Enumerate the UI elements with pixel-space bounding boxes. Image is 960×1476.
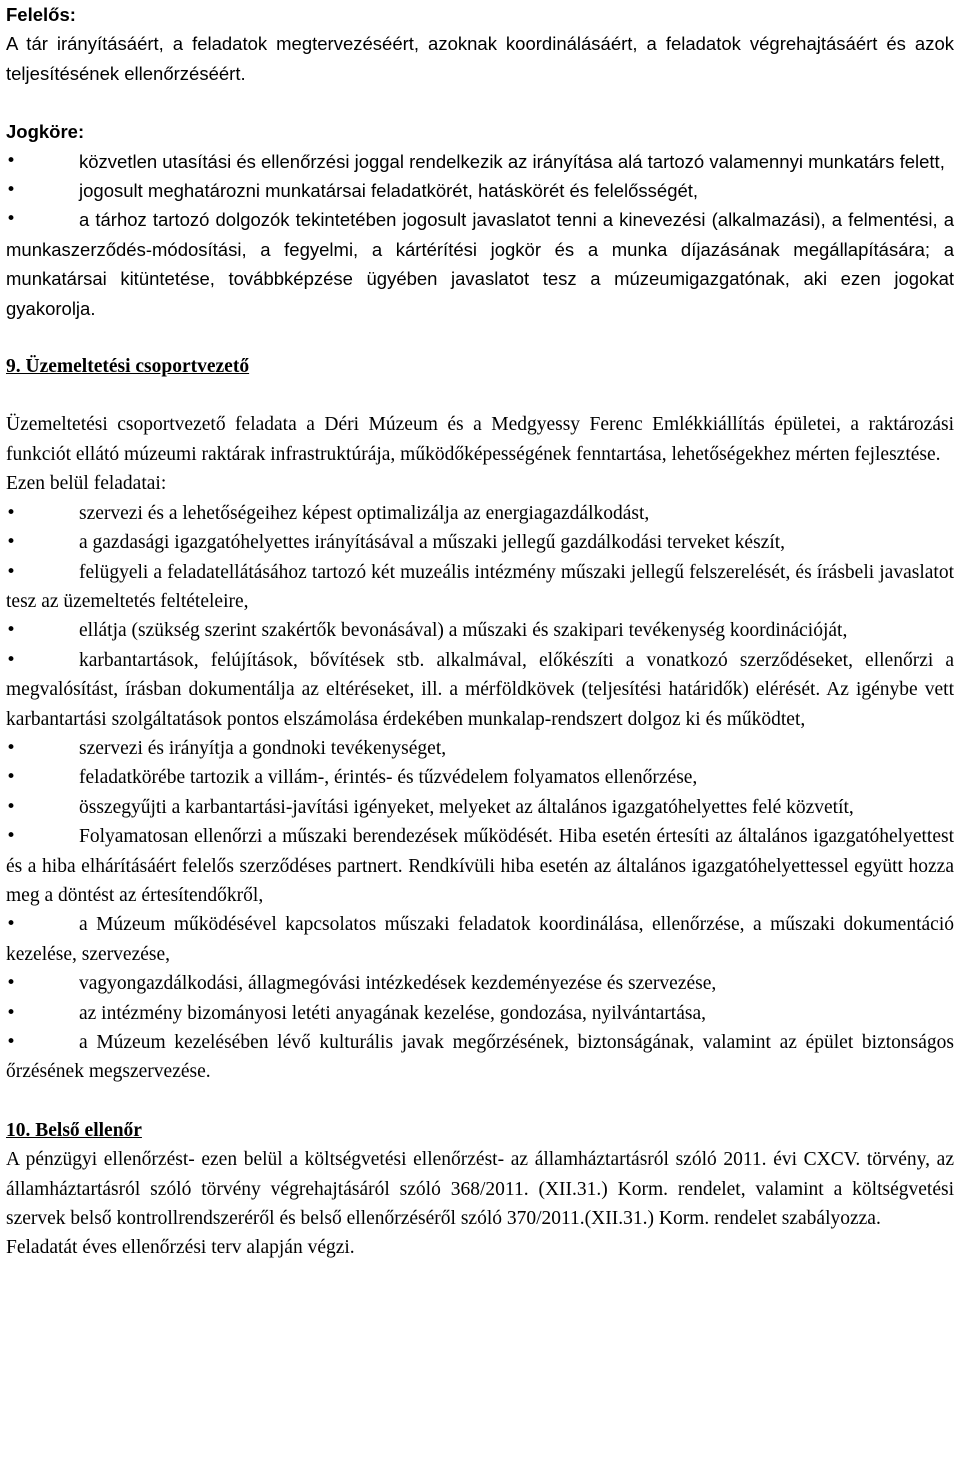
section-10-heading: 10. Belső ellenőr [6,1119,142,1141]
authority-item: • a tárhoz tartozó dolgozók tekintetében jogosult javaslatot tenni a kinevezési (alkalmazási), a felmentési, a munkaszerződés-módosítási, a fegyelmi, a kártérítési jogkör és a munka díjazásának megállapítására; a munkatársai kitüntetése, továbbképzése ügyében javaslatot tesz a múzeumigazgatónak, aki ezen jogokat gyakorolja. [6,205,954,323]
section-9-intro: Üzemeltetési csoportvezető feladata a Déri Múzeum és a Medgyessy Ferenc Emlékkiállítás épületei, a raktározási funkciót ellátó múzeumi raktárak infrastruktúrája, működőképességének fenntartása, lehetőségekhez mérten fejlesztése. [6,414,954,465]
task-item: • szervezi és irányítja a gondnoki tevékenységet, [6,734,954,763]
spacer [6,323,954,352]
task-item: • a Múzeum működésével kapcsolatos műszaki feladatok koordinálása, ellenőrzése, a műszaki dokumentáció kezelése, szervezése, [6,910,954,969]
section-9-heading: 9. Üzemeltetési csoportvezető [6,356,250,378]
spacer [6,1087,954,1116]
section-9-tasks-label: Ezen belül feladatai: [6,473,167,495]
task-item: • Folyamatosan ellenőrzi a műszaki berendezések működését. Hiba esetén értesíti az általános igazgatóhelyettest és a hiba elhárításáért felelős szerződéses partnert. Rendkívüli hiba esetén az általános igazgatóhelyettessel együtt hozza meg a döntést az értesítendőkről, [6,822,954,910]
task-item: • felügyeli a feladatellátásához tartozó két muzeális intézmény műszaki jellegű felszerelését, és írásbeli javaslatot tesz az üzemeltetés feltételeire, [6,558,954,617]
section-10-closing: Feladatát éves ellenőrzési terv alapján végzi. [6,1237,355,1259]
section-10-text: A pénzügyi ellenőrzést- ezen belül a költségvetési ellenőrzést- az államháztartásról szóló 2011. évi CXCV. törvény, az államháztartásról szóló törvény végrehajtásáról szóló 368/2011. (XII.31.) Korm. rendelet, valamint a költségvetési szervek belső kontrollrendszeréről és belső ellenőrzéséről szóló 370/2011.(XII.31.) Korm. rendelet szabályozza. [6,1149,954,1230]
task-item: • ellátja (szükség szerint szakértők bevonásával) a műszaki és szakipari tevékenység koordinációját, [6,616,954,645]
spacer [6,381,954,410]
spacer [6,88,954,117]
authority-heading: Jogköre: [6,121,85,143]
task-item: • karbantartások, felújítások, bővítések stb. alkalmával, előkészíti a vonatkozó szerződéseket, ellenőrzi a megvalósítást, írásban dokumentálja az eltéréseket, ill. a mérföldkövek (teljesítési határidők) elérését. Az igénybe vett karbantartási szolgáltatások pontos elszámolása érdekében munkalap-rendszert dolgoz ki és működtet, [6,646,954,734]
authority-item: • közvetlen utasítási és ellenőrzési joggal rendelkezik az irányítása alá tartozó valamennyi munkatárs felett, [6,147,954,176]
authority-item: • jogosult meghatározni munkatársai feladatkörét, hatáskörét és felelősségét, [6,176,954,205]
task-item: • szervezi és a lehetőségeihez képest optimalizálja az energiagazdálkodást, [6,499,954,528]
task-item: • feladatkörébe tartozik a villám-, érintés- és tűzvédelem folyamatos ellenőrzése, [6,763,954,792]
task-item: • a gazdasági igazgatóhelyettes irányításával a műszaki jellegű gazdálkodási terveket készít, [6,528,954,557]
authority-section [6,117,954,323]
task-item: • az intézmény bizományosi letéti anyagának kezelése, gondozása, nyilvántartása, [6,999,954,1028]
responsible-heading: Felelős: [6,4,76,25]
task-item: • összegyűjti a karbantartási-javítási igényeket, melyeket az általános igazgatóhelyettes felé közvetít, [6,793,954,822]
task-item: • vagyongazdálkodási, állagmegóvási intézkedések kezdeményezése és szervezése, [6,969,954,998]
responsible-text: A tár irányításáért, a feladatok megtervezéséért, azoknak koordinálásáért, a feladatok végrehajtásáért és azok teljesítésének ellenőrzéséért. [6,33,954,84]
task-item: • a Múzeum kezelésében lévő kulturális javak megőrzésének, biztonságának, valamint az épület biztonságos őrzésének megszervezése. [6,1028,954,1087]
